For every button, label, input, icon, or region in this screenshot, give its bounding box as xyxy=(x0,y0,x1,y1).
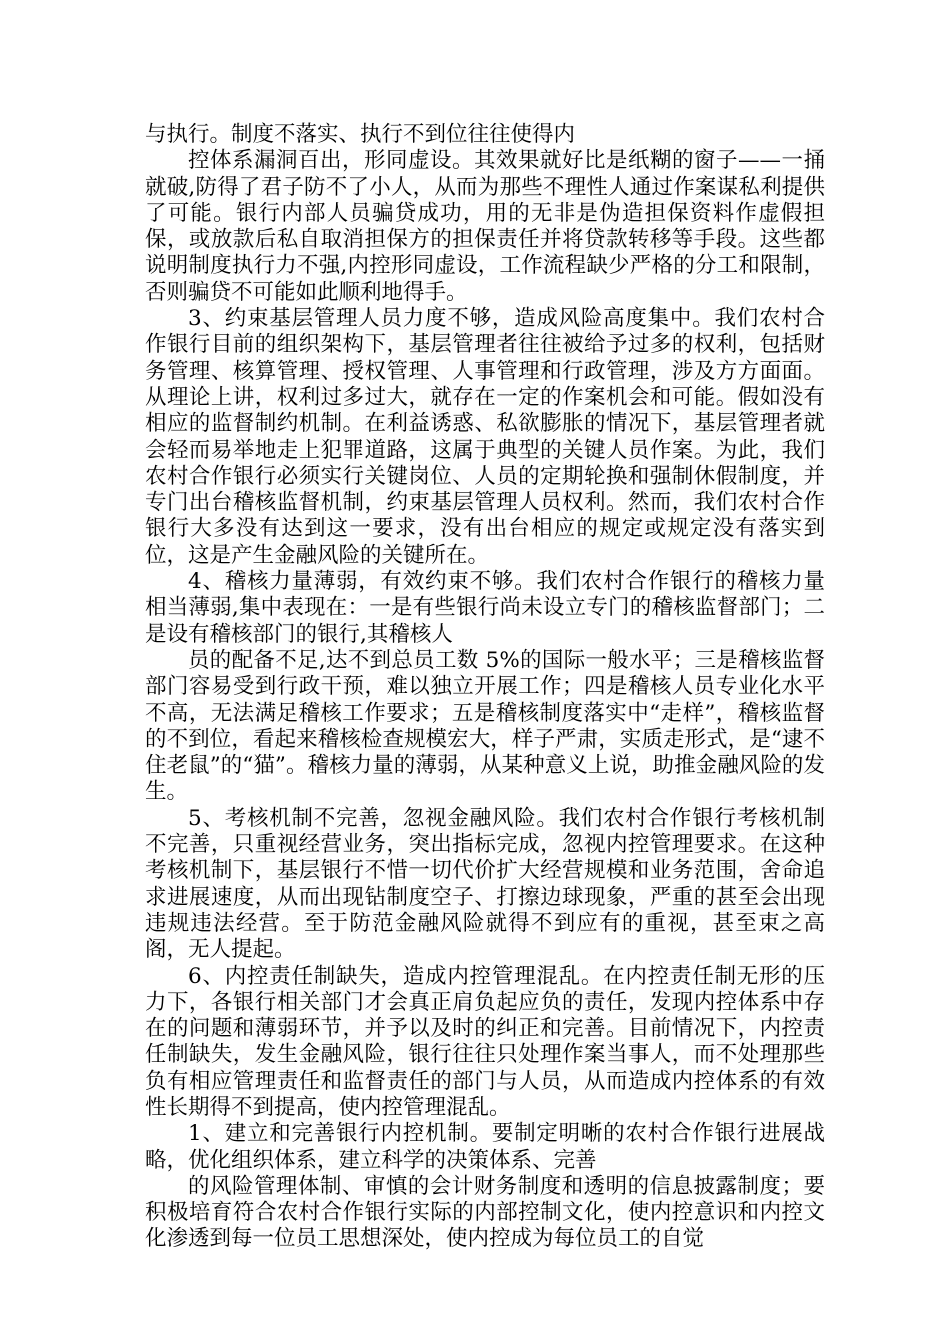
paragraph-2: 控体系漏洞百出，形同虚设。其效果就好比是纸糊的窗子——一捅就破,防得了君子防不了小人，从而为那些不理性人通过作案谋私利提供了可能。银行内部人员骗贷成功，用的无非是伪造担保资料作虚假担保，或放款后私自取消担保方的担保责任并将贷款转移等手段。这些都说明制度执行力不强,内控形同虚设，工作流程缺少严格的分工和限制，否则骗贷不可能如此顺利地得手。 xyxy=(145,148,825,305)
paragraph-3: 3、约束基层管理人员力度不够，造成风险高度集中。我们农村合作银行目前的组织架构下，基层管理者往往被给予过多的权利，包括财务管理、核算管理、授权管理、人事管理和行政管理，涉及方方面面。从理论上讲，权利过多过大，就存在一定的作案机会和可能。假如没有相应的监督制约机制。在利益诱惑、私欲膨胀的情况下，基层管理者就会轻而易举地走上犯罪道路，这属于典型的关键人员作案。为此，我们农村合作银行必须实行关键岗位、人员的定期轮换和强制休假制度，并专门出台稽核监督机制，约束基层管理人员权利。然而，我们农村合作银行大多没有达到这一要求，没有出台相应的规定或规定没有落实到位，这是产生金融风险的关键所在。 xyxy=(145,306,825,568)
paragraph-4: 4、稽核力量薄弱，有效约束不够。我们农村合作银行的稽核力量相当薄弱,集中表现在：一是有些银行尚未设立专门的稽核监督部门；二是设有稽核部门的银行,其稽核人 xyxy=(145,569,825,647)
document-page xyxy=(145,122,825,1253)
paragraph-1: 与执行。制度不落实、执行不到位往往使得内 xyxy=(145,122,576,147)
paragraph-5: 员的配备不足,达不到总员工数 5%的国际一般水平；三是稽核监督部门容易受到行政干预，难以独立开展工作；四是稽核人员专业化水平不高，无法满足稽核工作要求；五是稽核制度落实中“走样”，稽核监督的不到位，看起来稽核检查规模宏大，样子严肃，实质走形式，是“逮不住老鼠”的“猫”。稽核力量的薄弱，从某种意义上说，助推金融风险的发生。 xyxy=(145,647,825,805)
paragraph-9: 的风险管理体制、审慎的会计财务制度和透明的信息披露制度；要积极培育符合农村合作银行实际的内部控制文化，使内控意识和内控文化渗透到每一位员工思想深处，使内控成为每位员工的自觉 xyxy=(145,1173,825,1252)
paragraph-7: 6、内控责任制缺失，造成内控管理混乱。在内控责任制无形的压力下，各银行相关部门才会真正肩负起应负的责任，发现内控体系中存在的问题和薄弱环节，并予以及时的纠正和完善。目前情况下，内控责任制缺失，发生金融风险，银行往往只处理作案当事人，而不处理那些负有相应管理责任和监督责任的部门与人员，从而造成内控体系的有效性长期得不到提高，使内控管理混乱。 xyxy=(145,963,825,1120)
paragraph-8: 1、建立和完善银行内控机制。要制定明晰的农村合作银行进展战略，优化组织体系，建立科学的决策体系、完善 xyxy=(145,1121,825,1173)
paragraph-6: 5、考核机制不完善，忽视金融风险。我们农村合作银行考核机制不完善，只重视经营业务，突出指标完成，忽视内控管理要求。在这种考核机制下，基层银行不惜一切代价扩大经营规模和业务范围，舍命追求进展速度，从而出现钻制度空子、打擦边球现象，严重的甚至会出现违规违法经营。至于防范金融风险就得不到应有的重视，甚至束之高阁，无人提起。 xyxy=(145,805,825,963)
